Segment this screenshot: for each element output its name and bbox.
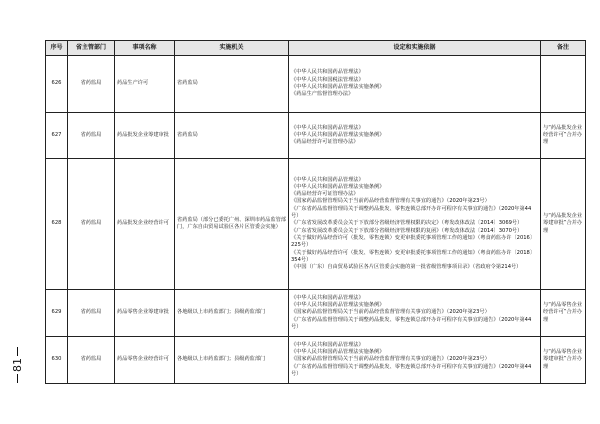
basis-line: 《国家药品监督管理局关于当前药品经营监督管理有关事宜的通告》（2020年第23号） bbox=[291, 309, 490, 316]
cell-dept: 省药监局 bbox=[68, 113, 115, 159]
basis-line: 《广东省药品监督管理局关于调整药品批发、零售连锁总部开办许可程序有关事宜的通告》（2020年第44号） bbox=[291, 363, 532, 377]
administrative-items-table bbox=[45, 40, 586, 384]
cell-basis bbox=[289, 113, 541, 159]
basis-line: 《广东省发展改革委员会关于下放部分省级经济管理权限的决定》（粤发改体改法〔2014〕3069号） bbox=[291, 220, 523, 227]
basis-line: 《中华人民共和国药品管理法实施条例》 bbox=[291, 302, 385, 309]
cell-seq: 630 bbox=[46, 337, 68, 384]
header-note: 备注 bbox=[541, 41, 586, 56]
header-dept: 省主管部门 bbox=[68, 41, 115, 56]
page-number-text: 81 bbox=[10, 358, 24, 372]
cell-agency: 各地级以上市药监部门；县级药监部门 bbox=[175, 290, 289, 337]
cell-basis bbox=[289, 56, 541, 113]
page-number-dash-bottom bbox=[17, 374, 18, 383]
cell-basis bbox=[289, 337, 541, 384]
header-agency: 实施机关 bbox=[175, 41, 289, 56]
basis-line: 《中国（广东）自由贸易试验区各片区管委会实施的第一批省级管理事项目录》（省政府令第214号） bbox=[291, 264, 522, 271]
table-row bbox=[46, 290, 586, 337]
basis-line: 《中华人民共和国税法管理法》 bbox=[291, 76, 364, 83]
cell-agency: 省药监局（部分已委托广州、深圳市药品监管部门，广东自由贸易试验区各片区管委会实施） bbox=[175, 159, 289, 290]
cell-agency: 各地级以上市药监部门；县级药监部门 bbox=[175, 337, 289, 384]
table-row bbox=[46, 159, 586, 290]
table-row bbox=[46, 56, 586, 113]
header-item: 事项名称 bbox=[115, 41, 175, 56]
basis-line: 《国家药品监督管理局关于当前药品经营监督管理有关事宜的通告》（2020年第23号） bbox=[291, 198, 490, 205]
cell-seq: 626 bbox=[46, 56, 68, 113]
table-row bbox=[46, 113, 586, 159]
cell-note: 与“药品批发企业筹建审批”合并办理 bbox=[541, 159, 586, 290]
cell-seq: 628 bbox=[46, 159, 68, 290]
table-header-row bbox=[46, 41, 586, 56]
cell-basis bbox=[289, 159, 541, 290]
cell-agency: 省药监局 bbox=[175, 113, 289, 159]
table-row bbox=[46, 337, 586, 384]
cell-item: 药品零售企业筹建审批 bbox=[115, 290, 175, 337]
header-basis: 设定和实施依据 bbox=[289, 41, 541, 56]
basis-line: 《中华人民共和国药品管理法实施条例》 bbox=[291, 183, 385, 190]
basis-line: 《中华人民共和国药品管理法》 bbox=[291, 341, 364, 348]
cell-dept: 省药监局 bbox=[68, 290, 115, 337]
cell-note: 与“药品零售企业经营许可”合并办理 bbox=[541, 290, 586, 337]
page-number-dash-top bbox=[17, 347, 18, 356]
cell-seq: 629 bbox=[46, 290, 68, 337]
header-seq: 序号 bbox=[46, 41, 68, 56]
cell-dept: 省药监局 bbox=[68, 159, 115, 290]
basis-line: 《广东省药品监督管理局关于调整药品批发、零售连锁总部开办许可程序有关事宜的通告》（2020年第44号） bbox=[291, 316, 532, 330]
cell-item: 药品零售企业经营许可 bbox=[115, 337, 175, 384]
cell-note bbox=[541, 56, 586, 113]
page-number bbox=[8, 345, 26, 385]
basis-line: 《中华人民共和国药品管理法》 bbox=[291, 69, 364, 76]
cell-dept: 省药监局 bbox=[68, 337, 115, 384]
cell-agency: 省药监局 bbox=[175, 56, 289, 113]
basis-line: 《药品生产监督管理办法》 bbox=[291, 91, 354, 98]
cell-note: 与“药品批发企业经营许可”合并办理 bbox=[541, 113, 586, 159]
basis-line: 《中华人民共和国药品管理法》 bbox=[291, 294, 364, 301]
basis-line: 《药品经营许可证管理办法》 bbox=[291, 139, 359, 146]
basis-line: 《广东省发展改革委员会关于下放部分省级经济管理权限的复函》（粤发改体改法〔2014〕3070号） bbox=[291, 227, 523, 234]
basis-line: 《中华人民共和国药品管理法》 bbox=[291, 176, 364, 183]
basis-line: 《广东省药品监督管理局关于调整药品批发、零售连锁总部开办许可程序有关事宜的通告》（2020年第44号） bbox=[291, 205, 532, 220]
cell-dept: 省药监局 bbox=[68, 56, 115, 113]
cell-basis bbox=[289, 290, 541, 337]
cell-item: 药品批发企业筹建审批 bbox=[115, 113, 175, 159]
cell-item: 药品生产许可 bbox=[115, 56, 175, 113]
cell-item: 药品批发企业经营许可 bbox=[115, 159, 175, 290]
basis-line: 《关于做好药品经营许可（批发、零售连锁）变更审批委托事项管理工作的通知》（粤食药监办许〔2016〕225号） bbox=[291, 234, 536, 249]
basis-line: 《国家药品监督管理局关于当前药品经营监督管理有关事宜的通告》（2020年第23号） bbox=[291, 356, 490, 363]
basis-line: 《关于做好药品经营许可（批发、零售连锁）变更审批委托事项管理工作的通知》（粤食药监办许〔2018〕354号） bbox=[291, 249, 536, 263]
basis-line: 《药品经营许可证管理办法》 bbox=[291, 191, 359, 198]
cell-note: 与“药品零售企业筹建审批”合并办理 bbox=[541, 337, 586, 384]
basis-line: 《中华人民共和国药品管理法》 bbox=[291, 124, 364, 131]
basis-line: 《中华人民共和国药品管理法实施条例》 bbox=[291, 349, 385, 356]
basis-line: 《中华人民共和国药品管理法实施条例》 bbox=[291, 84, 385, 90]
cell-seq: 627 bbox=[46, 113, 68, 159]
basis-line: 《中华人民共和国药品管理法实施条例》 bbox=[291, 131, 385, 138]
